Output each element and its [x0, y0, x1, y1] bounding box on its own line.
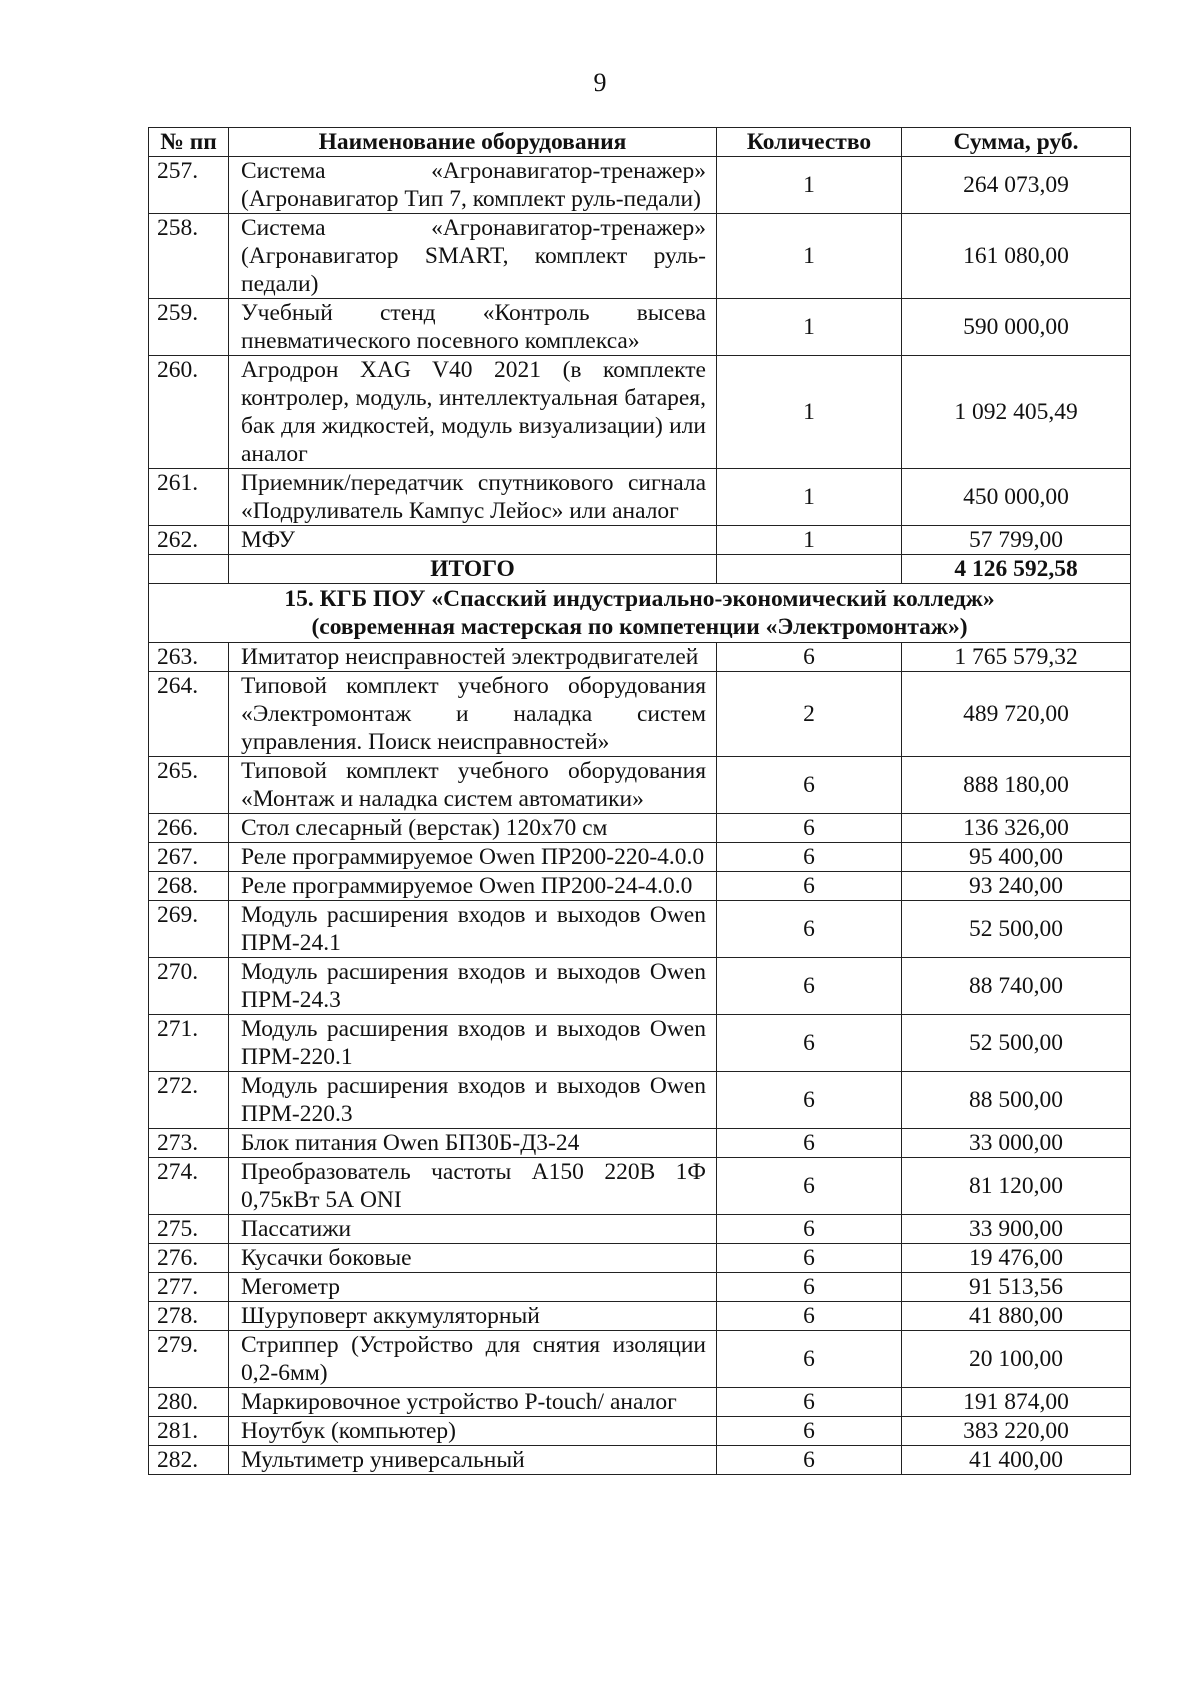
table-row	[149, 157, 1131, 214]
amount-rub: 33 000,00	[902, 1129, 1131, 1158]
equipment-name: Типовой комплект учебного оборудования «Монтаж и наладка систем автоматики»	[229, 757, 717, 814]
equipment-name: Ноутбук (компьютер)	[229, 1417, 717, 1446]
total-row	[149, 555, 1131, 584]
amount-rub: 33 900,00	[902, 1215, 1131, 1244]
quantity: 1	[717, 469, 902, 526]
quantity: 6	[717, 1244, 902, 1273]
table-row	[149, 356, 1131, 469]
table-row	[149, 469, 1131, 526]
quantity: 6	[717, 1331, 902, 1388]
table-row	[149, 843, 1131, 872]
equipment-name: Стриппер (Устройство для снятия изоляции 0,2-6мм)	[229, 1331, 717, 1388]
quantity: 1	[717, 299, 902, 356]
row-number: 276.	[149, 1244, 229, 1273]
quantity: 2	[717, 672, 902, 757]
equipment-name: Модуль расширения входов и выходов Owen ПРМ-220.1	[229, 1015, 717, 1072]
equipment-name: Реле программируемое Owen ПР200-220-4.0.0	[229, 843, 717, 872]
quantity: 6	[717, 843, 902, 872]
quantity: 1	[717, 356, 902, 469]
quantity: 6	[717, 643, 902, 672]
quantity: 6	[717, 901, 902, 958]
quantity: 6	[717, 1129, 902, 1158]
table-row	[149, 1158, 1131, 1215]
quantity: 6	[717, 1015, 902, 1072]
col-header-num: № пп	[149, 128, 229, 157]
equipment-name: Стол слесарный (верстак) 120х70 см	[229, 814, 717, 843]
table-row	[149, 1273, 1131, 1302]
amount-rub: 81 120,00	[902, 1158, 1131, 1215]
table-row	[149, 643, 1131, 672]
amount-rub: 95 400,00	[902, 843, 1131, 872]
amount-rub: 52 500,00	[902, 1015, 1131, 1072]
quantity: 6	[717, 1388, 902, 1417]
row-number: 263.	[149, 643, 229, 672]
row-number: 267.	[149, 843, 229, 872]
equipment-name: Модуль расширения входов и выходов Owen ПРМ-220.3	[229, 1072, 717, 1129]
amount-rub: 136 326,00	[902, 814, 1131, 843]
row-number: 271.	[149, 1015, 229, 1072]
quantity: 6	[717, 872, 902, 901]
table-header-row	[149, 128, 1131, 157]
table-row	[149, 672, 1131, 757]
amount-rub: 1 092 405,49	[902, 356, 1131, 469]
quantity: 1	[717, 214, 902, 299]
equipment-name: Маркировочное устройство P-touch/ аналог	[229, 1388, 717, 1417]
equipment-name: Мегометр	[229, 1273, 717, 1302]
row-number: 282.	[149, 1446, 229, 1475]
equipment-name: Учебный стенд «Контроль высева пневматического посевного комплекса»	[229, 299, 717, 356]
quantity: 6	[717, 814, 902, 843]
quantity: 1	[717, 157, 902, 214]
table-row	[149, 1129, 1131, 1158]
equipment-name: Типовой комплект учебного оборудования «Электромонтаж и наладка систем управления. Поиск неисправностей»	[229, 672, 717, 757]
table-row	[149, 757, 1131, 814]
table-row	[149, 526, 1131, 555]
amount-rub: 57 799,00	[902, 526, 1131, 555]
row-number: 257.	[149, 157, 229, 214]
row-number: 278.	[149, 1302, 229, 1331]
quantity: 6	[717, 1273, 902, 1302]
amount-rub: 93 240,00	[902, 872, 1131, 901]
table-row	[149, 1215, 1131, 1244]
amount-rub: 88 500,00	[902, 1072, 1131, 1129]
page-number: 9	[593, 68, 607, 97]
table-row	[149, 1331, 1131, 1388]
row-number: 266.	[149, 814, 229, 843]
equipment-name: Агродрон XAG V40 2021 (в комплекте контролер, модуль, интеллектуальная батарея, бак для жидкостей, модуль визуализации) или аналог	[229, 356, 717, 469]
equipment-name: Модуль расширения входов и выходов Owen ПРМ-24.3	[229, 958, 717, 1015]
col-header-sum: Сумма, руб.	[902, 128, 1131, 157]
equipment-name: Кусачки боковые	[229, 1244, 717, 1273]
equipment-table	[148, 127, 1131, 1475]
equipment-name: МФУ	[229, 526, 717, 555]
total-empty-cell	[149, 555, 229, 584]
row-number: 260.	[149, 356, 229, 469]
equipment-name: Имитатор неисправностей электродвигателей	[229, 643, 717, 672]
table-row	[149, 872, 1131, 901]
quantity: 6	[717, 1158, 902, 1215]
equipment-name: Система «Агронавигатор-тренажер» (Агронавигатор Тип 7, комплект руль-педали)	[229, 157, 717, 214]
col-header-name: Наименование оборудования	[229, 128, 717, 157]
row-number: 277.	[149, 1273, 229, 1302]
row-number: 274.	[149, 1158, 229, 1215]
equipment-name: Система «Агронавигатор-тренажер» (Агронавигатор SMART, комплект руль-педали)	[229, 214, 717, 299]
amount-rub: 41 880,00	[902, 1302, 1131, 1331]
amount-rub: 489 720,00	[902, 672, 1131, 757]
table-row	[149, 1417, 1131, 1446]
row-number: 269.	[149, 901, 229, 958]
row-number: 270.	[149, 958, 229, 1015]
table-row	[149, 1015, 1131, 1072]
equipment-name: Преобразователь частоты А150 220В 1Ф 0,75кВт 5А ONI	[229, 1158, 717, 1215]
amount-rub: 383 220,00	[902, 1417, 1131, 1446]
quantity: 6	[717, 1417, 902, 1446]
col-header-qty: Количество	[717, 128, 902, 157]
amount-rub: 52 500,00	[902, 901, 1131, 958]
equipment-name: Приемник/передатчик спутникового сигнала «Подруливатель Кампус Лейос» или аналог	[229, 469, 717, 526]
section-title-line1: 15. КГБ ПОУ «Спасский индустриально-экономический колледж»	[284, 586, 995, 612]
amount-rub: 264 073,09	[902, 157, 1131, 214]
row-number: 258.	[149, 214, 229, 299]
row-number: 262.	[149, 526, 229, 555]
amount-rub: 161 080,00	[902, 214, 1131, 299]
table-row	[149, 1302, 1131, 1331]
table-row	[149, 214, 1131, 299]
row-number: 273.	[149, 1129, 229, 1158]
amount-rub: 91 513,56	[902, 1273, 1131, 1302]
row-number: 279.	[149, 1331, 229, 1388]
section-header	[149, 584, 1131, 643]
row-number: 268.	[149, 872, 229, 901]
quantity: 6	[717, 757, 902, 814]
table-row	[149, 901, 1131, 958]
total-sum: 4 126 592,58	[902, 555, 1131, 584]
quantity: 6	[717, 1072, 902, 1129]
row-number: 264.	[149, 672, 229, 757]
equipment-name: Реле программируемое Owen ПР200-24-4.0.0	[229, 872, 717, 901]
row-number: 265.	[149, 757, 229, 814]
quantity: 6	[717, 1215, 902, 1244]
table-row	[149, 1072, 1131, 1129]
total-empty-qty	[717, 555, 902, 584]
table-row	[149, 1446, 1131, 1475]
equipment-name: Модуль расширения входов и выходов Owen ПРМ-24.1	[229, 901, 717, 958]
total-block	[149, 555, 1131, 643]
table-row	[149, 958, 1131, 1015]
quantity: 6	[717, 958, 902, 1015]
amount-rub: 450 000,00	[902, 469, 1131, 526]
rows-before-total	[149, 157, 1131, 555]
equipment-name: Мультиметр универсальный	[229, 1446, 717, 1475]
row-number: 281.	[149, 1417, 229, 1446]
equipment-name: Шуруповерт аккумуляторный	[229, 1302, 717, 1331]
row-number: 261.	[149, 469, 229, 526]
table-row	[149, 1388, 1131, 1417]
amount-rub: 19 476,00	[902, 1244, 1131, 1273]
amount-rub: 888 180,00	[902, 757, 1131, 814]
table-row	[149, 814, 1131, 843]
amount-rub: 191 874,00	[902, 1388, 1131, 1417]
section-header-row	[149, 584, 1131, 643]
amount-rub: 1 765 579,32	[902, 643, 1131, 672]
equipment-name: Блок питания Owen БП30Б-Д3-24	[229, 1129, 717, 1158]
table-row	[149, 1244, 1131, 1273]
quantity: 6	[717, 1302, 902, 1331]
row-number: 280.	[149, 1388, 229, 1417]
section-title-line2: (современная мастерская по компетенции «Электромонтаж»)	[311, 614, 968, 640]
amount-rub: 41 400,00	[902, 1446, 1131, 1475]
amount-rub: 88 740,00	[902, 958, 1131, 1015]
amount-rub: 20 100,00	[902, 1331, 1131, 1388]
quantity: 6	[717, 1446, 902, 1475]
quantity: 1	[717, 526, 902, 555]
row-number: 259.	[149, 299, 229, 356]
row-number: 272.	[149, 1072, 229, 1129]
equipment-name: Пассатижи	[229, 1215, 717, 1244]
rows-after-section	[149, 643, 1131, 1475]
table-row	[149, 299, 1131, 356]
amount-rub: 590 000,00	[902, 299, 1131, 356]
total-label: ИТОГО	[229, 555, 717, 584]
row-number: 275.	[149, 1215, 229, 1244]
